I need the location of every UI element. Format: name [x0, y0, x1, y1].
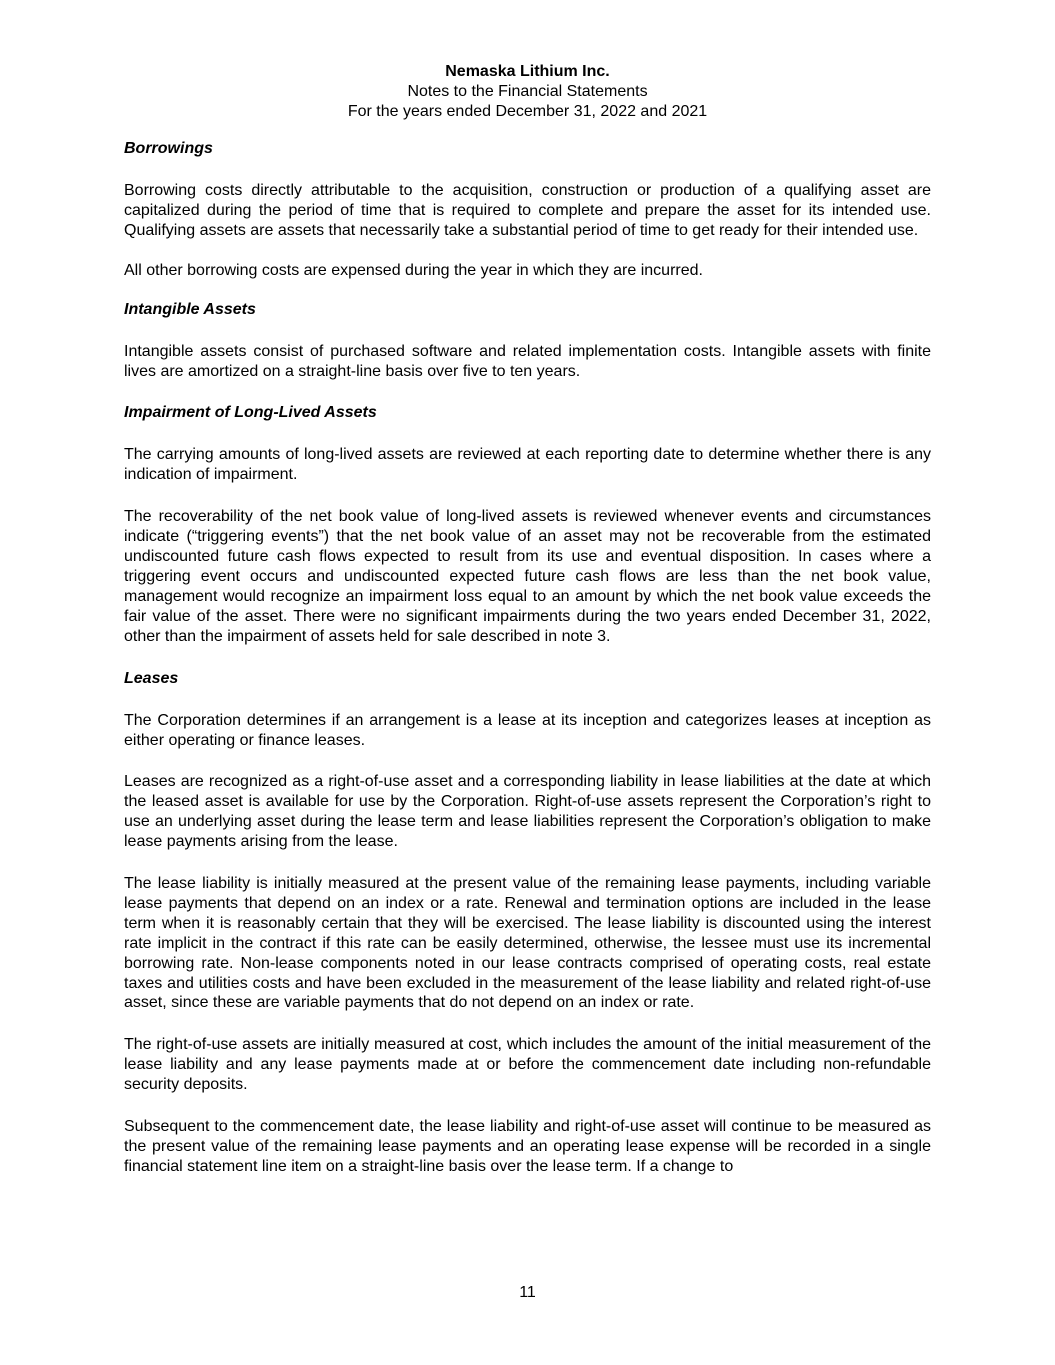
paragraph: The lease liability is initially measured at the present value of the remaining lease payments, including variable lease payments that depend on an index or a rate. Renewal and termination options are included in the lease term when it is reasonably certain that they will be exercised. The lease liability is discounted using the interest rate implicit in the contract if this rate can be easily determined, otherwise, the lessee must use its incremental borrowing rate. Non-lease components noted in our lease contracts comprised of operating costs, real estate taxes and utilities costs and have been excluded in the measurement of the lease liability and related right-of-use asset, since these are variable payments that do not depend on an index or rate. [124, 875, 931, 1012]
section-heading-intangible-assets: Intangible Assets [124, 300, 256, 318]
paragraph: The right-of-use assets are initially measured at cost, which includes the amount of the initial measurement of the lease liability and any lease payments made at or before the commencement date including non-refundable security deposits. [124, 1036, 931, 1094]
paragraph: The Corporation determines if an arrangement is a lease at its inception and categorizes leases at inception as either operating or finance leases. [124, 711, 931, 749]
reporting-period: For the years ended December 31, 2022 and 2021 [347, 103, 708, 120]
section-heading-leases: Leases [124, 669, 179, 687]
paragraph: Subsequent to the commencement date, the lease liability and right-of-use asset will continue to be measured as the present value of the remaining lease payments and an operating lease expense will be recorded in a single financial statement line item on a straight-line basis over the lease term. If a change to [124, 1118, 931, 1175]
section-heading-impairment: Impairment of Long-Lived Assets [124, 404, 377, 422]
paragraph: Borrowing costs directly attributable to the acquisition, construction or production of a qualifying asset are capitalized during the period of time that is required to complete and prepare the asset for its intended use. Qualifying assets are assets that necessarily take a substantial period of time to get ready for their intended use. [124, 182, 931, 239]
document-title: Notes to the Financial Statements [407, 83, 648, 100]
section-heading-borrowings: Borrowings [124, 140, 213, 157]
page-number: 11 [519, 1284, 536, 1301]
paragraph: All other borrowing costs are expensed during the year in which they are incurred. [124, 261, 703, 279]
paragraph: Leases are recognized as a right-of-use asset and a corresponding liability in lease liabilities at the date at which the leased asset is available for use by the Corporation. Right-of-use assets represent the Corporation’s right to use an underlying asset during the lease term and lease liabilities represent the Corporation’s obligation to make lease payments arising from the lease. [124, 773, 931, 851]
paragraph: The recoverability of the net book value of long-lived assets is reviewed whenever events and circumstances indicate (“triggering events”) that the net book value of an asset may not be recoverable from the estimated undiscounted future cash flows expected to result from its use and eventual disposition. In cases where a triggering event occurs and undiscounted expected future cash flows are less than the net book value, management would recognize an impairment loss equal to an amount by which the net book value exceeds the fair value of the asset. There were no significant impairments during the two years ended December 31, 2022, other than the impairment of assets held for sale described in note 3. [124, 508, 931, 645]
page-header [0, 62, 1055, 122]
paragraph: Intangible assets consist of purchased software and related implementation costs. Intangible assets with finite lives are amortized on a straight-line basis over five to ten years. [124, 342, 931, 380]
company-name: Nemaska Lithium Inc. [445, 63, 610, 80]
notes-body [124, 139, 931, 1177]
paragraph: The carrying amounts of long-lived assets are reviewed at each reporting date to determine whether there is any indication of impairment. [124, 446, 931, 484]
